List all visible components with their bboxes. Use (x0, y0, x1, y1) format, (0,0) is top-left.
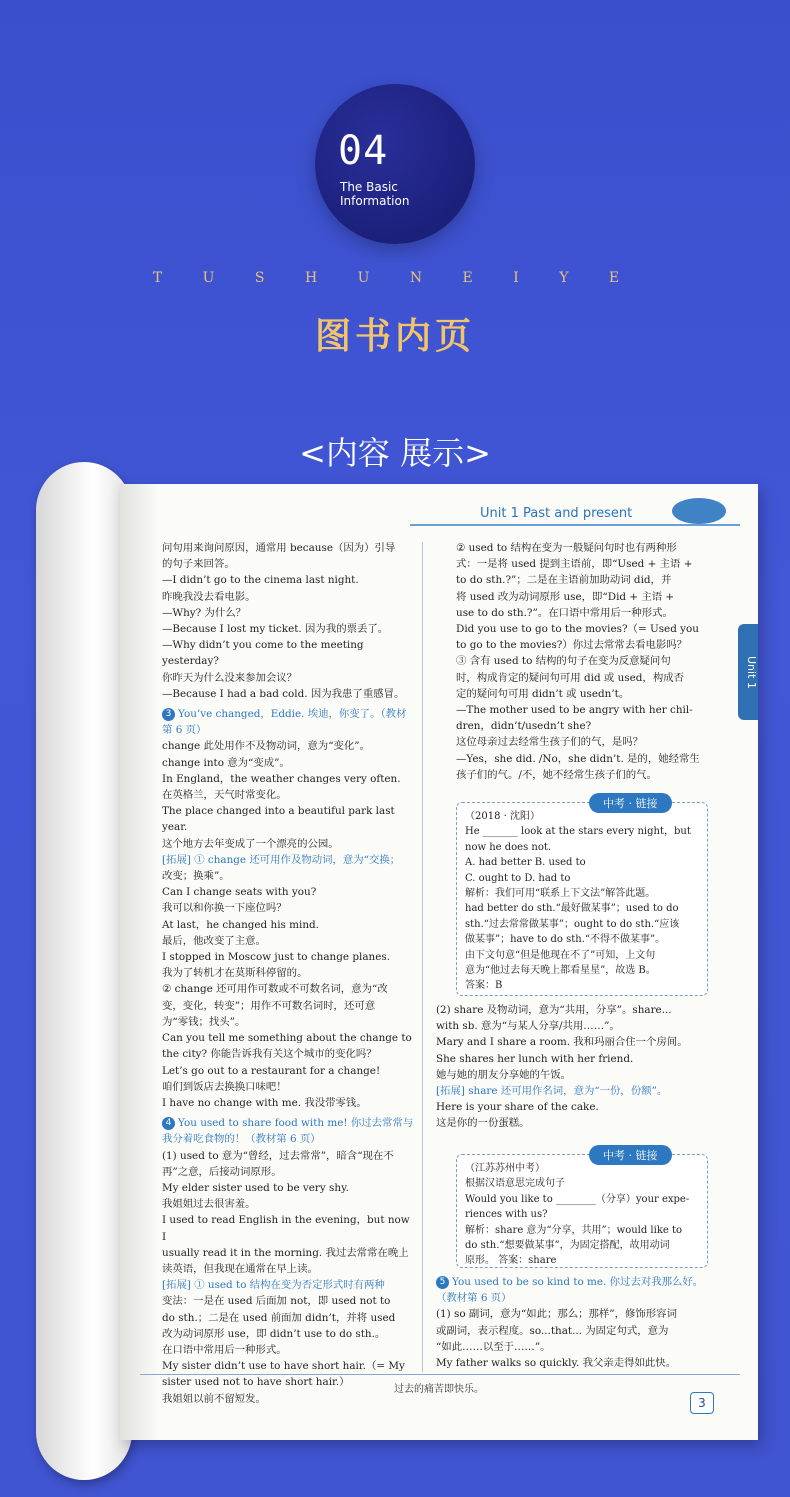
text-line: Would you like to ________（分享）your expe- (465, 1193, 690, 1205)
text-line: the city? 你能告诉我有关这个城市的变化吗？ (162, 1048, 377, 1061)
text-line: —I didn’t go to the cinema last night. (162, 574, 359, 587)
text-line: 咱们到饭店去换换口味吧！ (162, 1080, 287, 1093)
text-line: 变法：一是在 used 后面加 not，即 used not to (162, 1295, 391, 1308)
text-line: 在英格兰，天气时常变化。 (162, 789, 287, 802)
text-line: 答案：B (465, 980, 503, 992)
section-3-heading (162, 706, 414, 738)
text-line: 读英语，但我现在通常在早上读。 (162, 1262, 318, 1275)
section-subtitle (340, 180, 409, 208)
showcase-heading: <内容 展示> (299, 434, 491, 472)
text-line: sister used not to have short hair.） (162, 1376, 350, 1389)
running-head: Unit 1 Past and present (480, 506, 633, 521)
column-divider (422, 542, 423, 1372)
text-line: (1) so 副词，意为“如此；那么；那样”，修饰形容词 (436, 1308, 677, 1321)
text-line: Did you use to go to the movies?（= Used you (456, 623, 699, 636)
text-line: ③ 含有 used to 结构的句子在变为反意疑问句 (456, 655, 671, 668)
text-line: now he does not. (465, 841, 552, 853)
box-2-content (465, 1161, 701, 1269)
text-line: “如此……以至于……”。 (436, 1340, 551, 1353)
text-line: At last，he changed his mind. (162, 918, 319, 931)
footer-quote: 过去的痛苦即快乐。 (394, 1384, 484, 1395)
text-line: 我为了转机才在莫斯科停留的。 (162, 967, 308, 980)
text-line: The place changed into a beautiful park last year. (162, 805, 395, 834)
text-line: 问句用来询问原因，通常用 because（因为）引导 (162, 542, 396, 554)
text-line: 这位母亲过去经常生孩子们的气，是吗？ (456, 736, 644, 749)
number-5-icon: 5 (436, 1276, 449, 1289)
text-line: 意为“他过去每天晚上都看星星”，故选 B。 (465, 965, 656, 977)
book-page (120, 484, 758, 1440)
text-line: riences with us? (465, 1209, 548, 1221)
text-line: (2) share 及物动词，意为“共用，分享”。share... (436, 1004, 672, 1016)
text-line: —The mother used to be angry with her chil- (456, 704, 693, 717)
text-line: —Why? 为什么？ (162, 606, 247, 619)
box-1-content (465, 809, 701, 994)
subtitle-line1: The Basic (340, 180, 398, 194)
text-line: [拓展] ① used to 结构在变为否定形式时有两种 (162, 1279, 385, 1292)
text-line: 的句子来回答。 (162, 558, 235, 571)
footer-rule (140, 1374, 740, 1375)
text-line: 我姐姐过去很害羞。 (162, 1198, 256, 1211)
text-line: 再”之意，后接动词原形。 (162, 1165, 282, 1178)
text-line: change 此处用作不及物动词，意为“变化”。 (162, 740, 370, 753)
box-source: （2018 · 沈阳） (465, 811, 540, 822)
text-line: 或副词，表示程度。so...that... 为固定句式，意为 (436, 1324, 669, 1337)
share-section (436, 1002, 718, 1132)
text-line: change into 意为“变成”。 (162, 756, 290, 769)
text-line: —Why didn’t you come to the meeting yesterday? (162, 639, 364, 668)
text-line: Here is your share of the cake. (436, 1101, 599, 1114)
text-line: 这是你的一份蛋糕。 (436, 1117, 530, 1130)
text-line: with sb. 意为“与某人分享/共用……”。 (436, 1020, 620, 1033)
text-line: [拓展] share 还可用作名词，意为“一份，份额”。 (436, 1085, 668, 1098)
rolled-pages (36, 462, 132, 1480)
text-line: use to do sth.?”。在口语中常用后一种形式。 (456, 606, 673, 619)
section-4-heading (162, 1115, 414, 1147)
text-line: do sth.“想要做某事”，为固定搭配，故用动词 (465, 1240, 670, 1252)
left-column (162, 540, 414, 1407)
exam-link-box-1 (456, 797, 708, 996)
text-line: —Because I had a bad cold. 因为我患了重感冒。 (162, 687, 405, 700)
text-line: 为“零钱；找头”。 (162, 1015, 246, 1028)
text-line: 改为动词原形 use，即 didn’t use to do sth.。 (162, 1327, 386, 1340)
text-line: I used to read English in the evening，but now I (162, 1214, 410, 1243)
text-line: 原形。 答案：share (465, 1255, 557, 1267)
exam-link-box-2 (456, 1149, 708, 1268)
text-line: In England，the weather changes very often. (162, 772, 401, 785)
text-line: C. ought to D. had to (465, 872, 571, 884)
text-line: 做某事”；have to do sth.“不得不做某事”。 (465, 934, 666, 946)
text-line: （江苏苏州中考） (465, 1163, 545, 1174)
text-line: do sth.；二是在 used 前面加 didn’t，并将 used (162, 1311, 396, 1324)
text-line: She shares her lunch with her friend. (436, 1052, 634, 1065)
text-line: My sister didn’t use to have short hair.（= My (162, 1360, 405, 1373)
text-line: to do sth.?”；二是在主语前加助动词 did，并 (456, 574, 672, 587)
section-5 (436, 1274, 718, 1371)
text-line: ② used to 结构在变为一般疑问句时也有两种形 (456, 542, 677, 554)
text-line: I have no change with me. 我没带零钱。 (162, 1096, 367, 1109)
text-line: [拓展] ① change 还可用作及物动词，意为“交换； (162, 853, 401, 866)
side-unit-tab: Unit 1 (738, 624, 758, 720)
section-3-title: You’ve changed，Eddie. 埃迪，你变了。（教材第 6 页） (162, 708, 407, 737)
text-line: —Yes，she did. /No，she didn’t. 是的，她经常生 (456, 752, 700, 765)
text-line: 昨晚我没去看电影。 (162, 590, 256, 603)
text-line: 你昨天为什么没来参加会议？ (162, 671, 298, 684)
text-line: 我姐姐以前不留短发。 (162, 1392, 266, 1405)
page-number: 3 (690, 1392, 714, 1414)
unit-logo-icon (672, 498, 726, 524)
text-line: 变，变化，转变”；用作不可数名词时，还可意 (162, 999, 376, 1012)
text-line: ② change 还可用作可数或不可数名词，意为“改 (162, 983, 388, 996)
text-line: 孩子们的气。/不，她不经常生孩子们的气。 (456, 768, 657, 781)
text-line: sth.“过去常常做某事”；ought to do sth.“应该 (465, 918, 680, 930)
section-4-title: You used to share food with me! 你过去常常与我分着吃食物的！（教材第 6 页） (162, 1117, 414, 1146)
text-line: 在口语中常用后一种形式。 (162, 1343, 287, 1356)
text-line: —Because I lost my ticket. 因为我的票丢了。 (162, 623, 389, 636)
text-line: usually read it in the morning. 我过去常常在晚上 (162, 1246, 409, 1259)
running-head-rule (410, 524, 740, 526)
text-line: to go to the movies?）你过去常常去看电影吗？ (456, 639, 688, 652)
number-3-icon: 3 (162, 708, 175, 721)
text-line: 由下文句意“但是他现在不了”可知，上文句 (465, 949, 656, 961)
text-line: 定的疑问句可用 didn’t 或 usedn’t。 (456, 687, 630, 700)
text-line: My father walks so quickly. 我父亲走得如此快。 (436, 1357, 677, 1370)
text-line: 她与她的朋友分享她的午饭。 (436, 1068, 572, 1081)
text-line: My elder sister used to be very shy. (162, 1181, 349, 1194)
text-line: 解析：我们可用“联系上下文法”解答此题。 (465, 888, 656, 900)
pinyin-caption: T U S H U N E I Y E (152, 270, 638, 286)
text-line: 将 used 改为动词原形 use，即“Did + 主语 + (456, 590, 675, 603)
exam-link-tag: 中考 · 链接 (589, 793, 672, 813)
text-line: 式：一是将 used 提到主语前，即“Used + 主语 + (456, 558, 693, 571)
text-line: 时，构成肯定的疑问句可用 did 或 used，构成否 (456, 671, 684, 684)
text-line: A. had better B. used to (465, 857, 586, 869)
number-4-icon: 4 (162, 1117, 175, 1130)
text-line: dren，didn’t/usedn’t she? (456, 720, 592, 733)
text-line: 改变；换乘”。 (162, 870, 230, 883)
text-line: (1) used to 意为“曾经，过去常常”，暗含“现在不 (162, 1149, 394, 1162)
text-line: 我可以和你换一下座位吗？ (162, 902, 287, 915)
text-line: Can you tell me something about the change to (162, 1032, 412, 1045)
text-line: 最后，他改变了主意。 (162, 934, 266, 947)
text-line: I stopped in Moscow just to change planes. (162, 951, 391, 964)
section-5-title: You used to be so kind to me. 你过去对我那么好。（教材第 6 页） (436, 1276, 704, 1305)
text-line: He _______ look at the stars every night，but (465, 826, 691, 838)
section-5-heading (436, 1274, 718, 1306)
text-line: had better do sth.“最好做某事”；used to do (465, 903, 679, 915)
subtitle-line2: Information (340, 194, 410, 208)
page-title: 图书内页 (314, 316, 475, 357)
text-line: Mary and I share a room. 我和玛丽合住一个房间。 (436, 1036, 688, 1049)
text-line: 根据汉语意思完成句子 (465, 1178, 565, 1190)
text-line: Can I change seats with you? (162, 886, 317, 899)
exam-link-tag: 中考 · 链接 (589, 1145, 672, 1165)
page-shadow (120, 484, 160, 1440)
section-number: 04 (338, 128, 389, 174)
right-column (456, 540, 718, 783)
text-line: 解析：share 意为“分享，共用”；would like to (465, 1224, 683, 1236)
text-line: Let’s go out to a restaurant for a change! (162, 1064, 381, 1077)
text-line: 这个地方去年变成了一个漂亮的公园。 (162, 837, 339, 850)
